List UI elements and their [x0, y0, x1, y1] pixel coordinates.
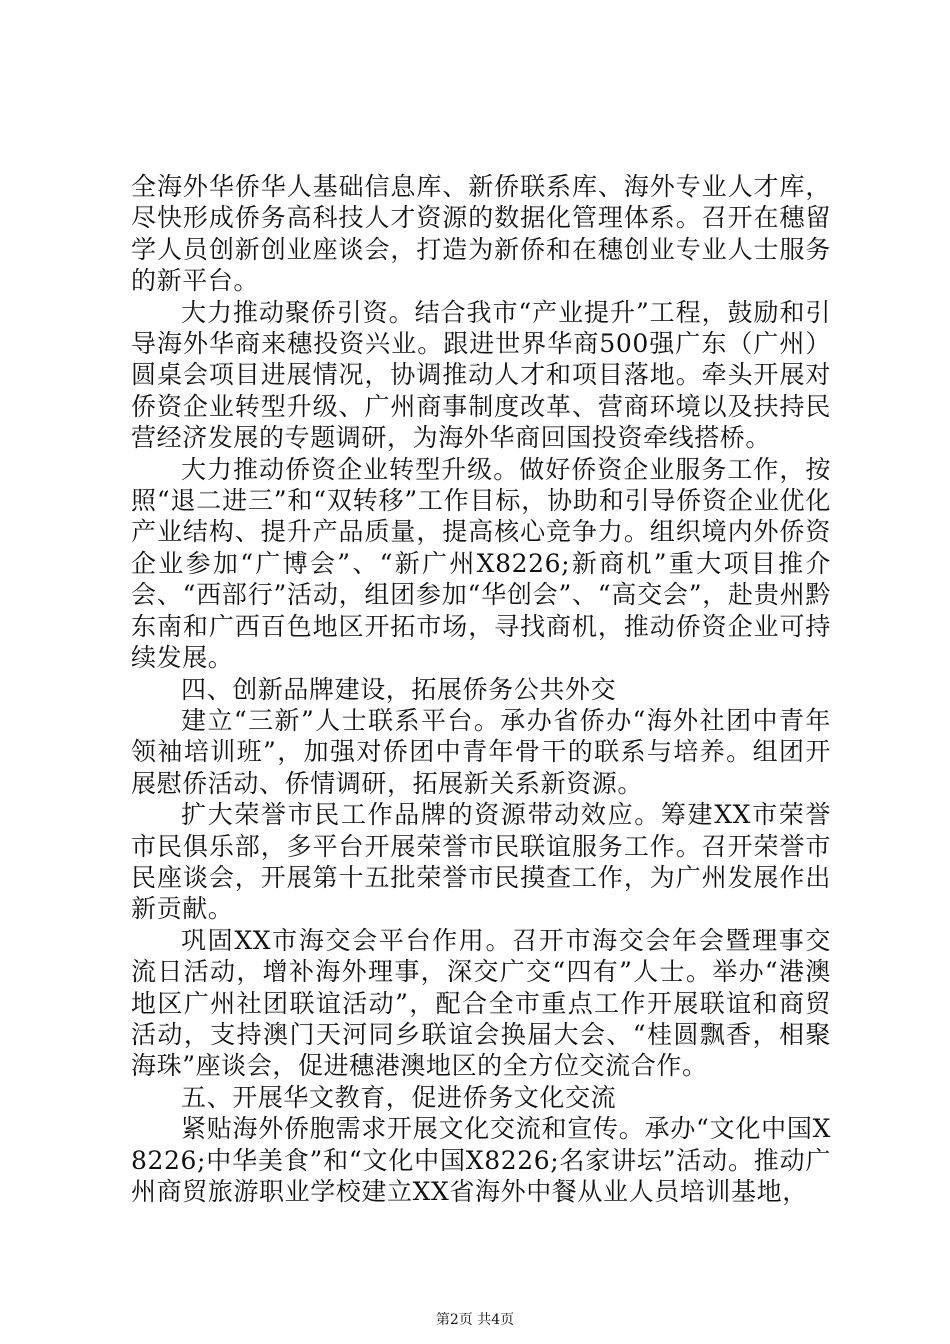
page-number-footer: 第2页 共4页	[435, 1312, 515, 1328]
paragraph-9: 紧贴海外侨胞需求开展文化交流和宣传。承办“文化中国X8226;中华美食”和“文化中国X8226;名家讲坛”活动。推动广州商贸旅游职业学校建立XX省海外中餐从业人员培训基地，	[131, 1114, 831, 1206]
paragraph-6: 扩大荣誉市民工作品牌的资源带动效应。筹建XX市荣誉市民俱乐部，多平台开展荣誉市民联谊服务工作。召开荣誉市民座谈会，开展第十五批荣誉市民摸查工作，为广州发展作出新贡献。	[131, 800, 831, 924]
paragraph-2: 大力推动聚侨引资。结合我市“产业提升”工程，鼓励和引导海外华商来穗投资兴业。跟进世界华商500强广东（广州）圆桌会项目进展情况，协调推动人才和项目落地。牵头开展对侨资企业转型升级、广州商事制度改革、营商环境以及扶持民营经济发展的专题调研，为海外华商回国投资牵线搭桥。	[131, 297, 831, 453]
paragraph-7: 巩固XX市海交会平台作用。召开市海交会年会暨理事交流日活动，增补海外理事，深交广交“四有”人士。举办“港澳地区广州社团联谊活动”，配合全市重点工作开展联谊和商贸活动，支持澳门天河同乡联谊会换届大会、“桂圆飘香，相聚海珠”座谈会，促进穗港澳地区的全方位交流合作。	[131, 925, 831, 1081]
paragraph-1: 全海外华侨华人基础信息库、新侨联系库、海外专业人才库，尽快形成侨务高科技人才资源的数据化管理体系。召开在穗留学人员创新创业座谈会，打造为新侨和在穗创业专业人士服务的新平台。	[131, 172, 831, 296]
paragraph-5: 建立“三新”人士联系平台。承办省侨办“海外社团中青年领袖培训班”，加强对侨团中青年骨干的联系与培养。组团开展慰侨活动、侨情调研，拓展新关系新资源。	[131, 705, 831, 798]
document-body	[131, 171, 831, 1207]
paragraph-3: 大力推动侨资企业转型升级。做好侨资企业服务工作，按照“退二进三”和“双转移”工作目标，协助和引导侨资企业优化产业结构、提升产品质量，提高核心竞争力。组织境内外侨资企业参加“广博会”、“新广州X8226;新商机”重大项目推介会、“西部行”活动，组团参加“华创会”、“高交会”，赴贵州黔东南和广西百色地区开拓市场，寻找商机，推动侨资企业可持续发展。	[131, 454, 831, 673]
section-heading-4: 四、创新品牌建设，拓展侨务公共外交	[181, 674, 617, 704]
section-heading-5: 五、开展华文教育，促进侨务文化交流	[181, 1082, 617, 1112]
